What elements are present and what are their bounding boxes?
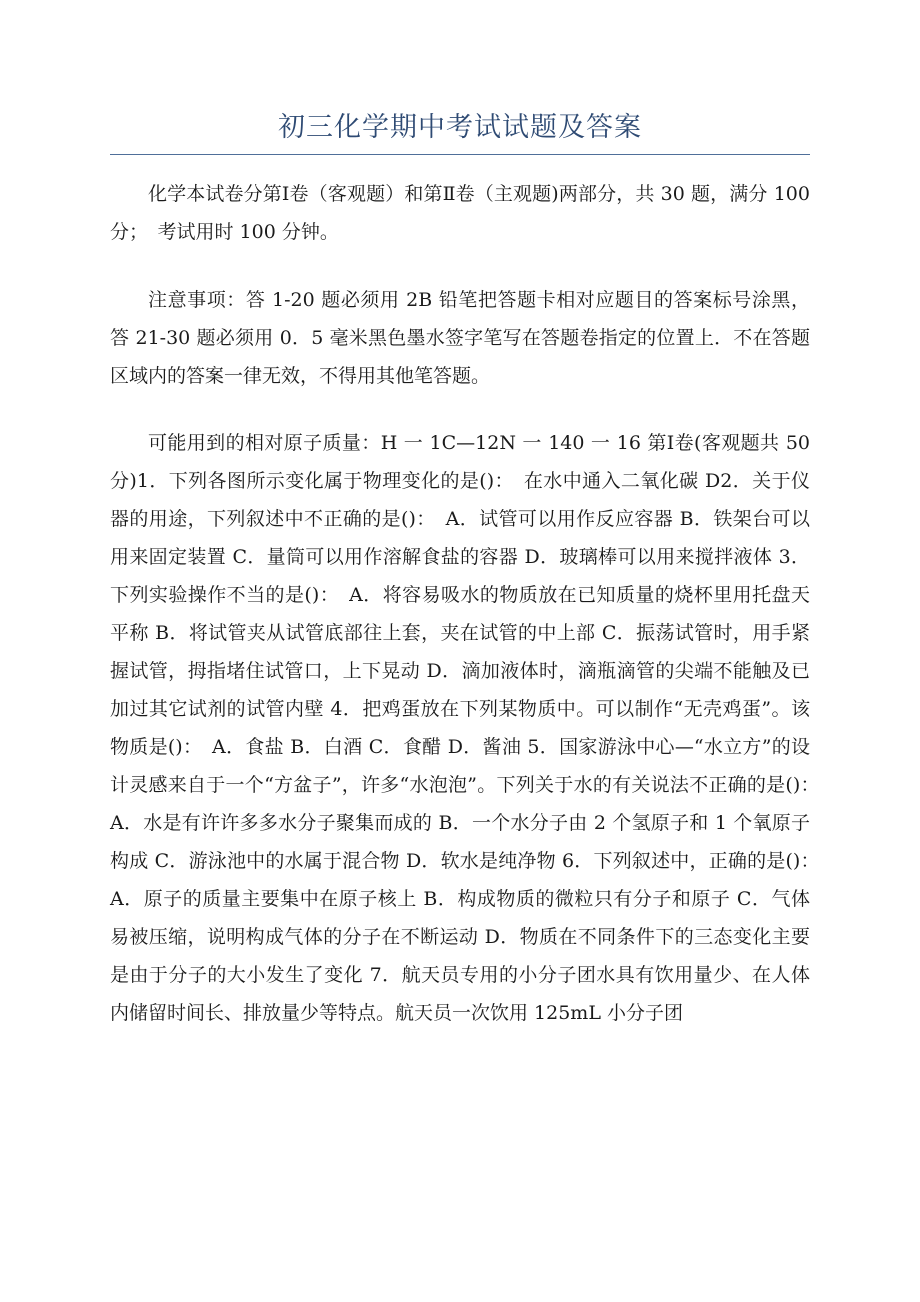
notice-paragraph: 注意事项：答 1-20 题必须用 2B 铅笔把答题卡相对应题目的答案标号涂黑，答 21-30 题必须用 0．5 毫米黑色墨水签字笔写在答题卷指定的位置上．不在答题区域内的答案一律无效，不得用其他笔答题。 (110, 289, 810, 387)
intro-paragraph: 化学本试卷分第Ⅰ卷（客观题）和第Ⅱ卷（主观题)两部分，共 30 题，满分 100 分； 考试用时 100 分钟。 (110, 183, 810, 243)
document-title: 初三化学期中考试试题及答案 (278, 112, 642, 143)
questions-paragraph: 可能用到的相对原子质量：H 一 1C—12N 一 140 一 16 第Ⅰ卷(客观题共 50 分)1．下列各图所示变化属于物理变化的是()： 在水中通入二氧化碳 D2．关于仪器的用途，下列叙述中不正确的是()： A．试管可以用作反应容器 B．铁架台可以用来固定装置 C．量筒可以用作溶解食盐的容器 D．玻璃棒可以用来搅拌液体 3．下列实验操作不当的是()： A．将容易吸水的物质放在已知质量的烧杯里用托盘天平称 B．将试管夹从试管底部往上套，夹在试管的中上部 C．振荡试管时，用手紧握试管，拇指堵住试管口，上下晃动 D．滴加液体时，滴瓶滴管的尖端不能触及已加过其它试剂的试管内壁 4．把鸡蛋放在下列某物质中。可以制作“无壳鸡蛋”。该物质是()： A．食盐 B．白酒 C．食醋 D．酱油 5．国家游泳中心—“水立方”的设计灵感来自于一个“方盆子”，许多“水泡泡”。下列关于水的有关说法不正确的是()： A．水是有许许多多水分子聚集而成的 B．一个水分子由 2 个氢原子和 1 个氧原子构成 C．游泳池中的水属于混合物 D．软水是纯净物 6．下列叙述中，正确的是()： A．原子的质量主要集中在原子核上 B．构成物质的微粒只有分子和原子 C．气体易被压缩，说明构成气体的分子在不断运动 D．物质在不同条件下的三态变化主要是由于分子的大小发生了变化 7．航天员专用的小分子团水具有饮用量少、在人体内储留时间长、排放量少等特点。航天员一次饮用 125mL 小分子团 (110, 432, 830, 1024)
title-divider (110, 154, 810, 155)
